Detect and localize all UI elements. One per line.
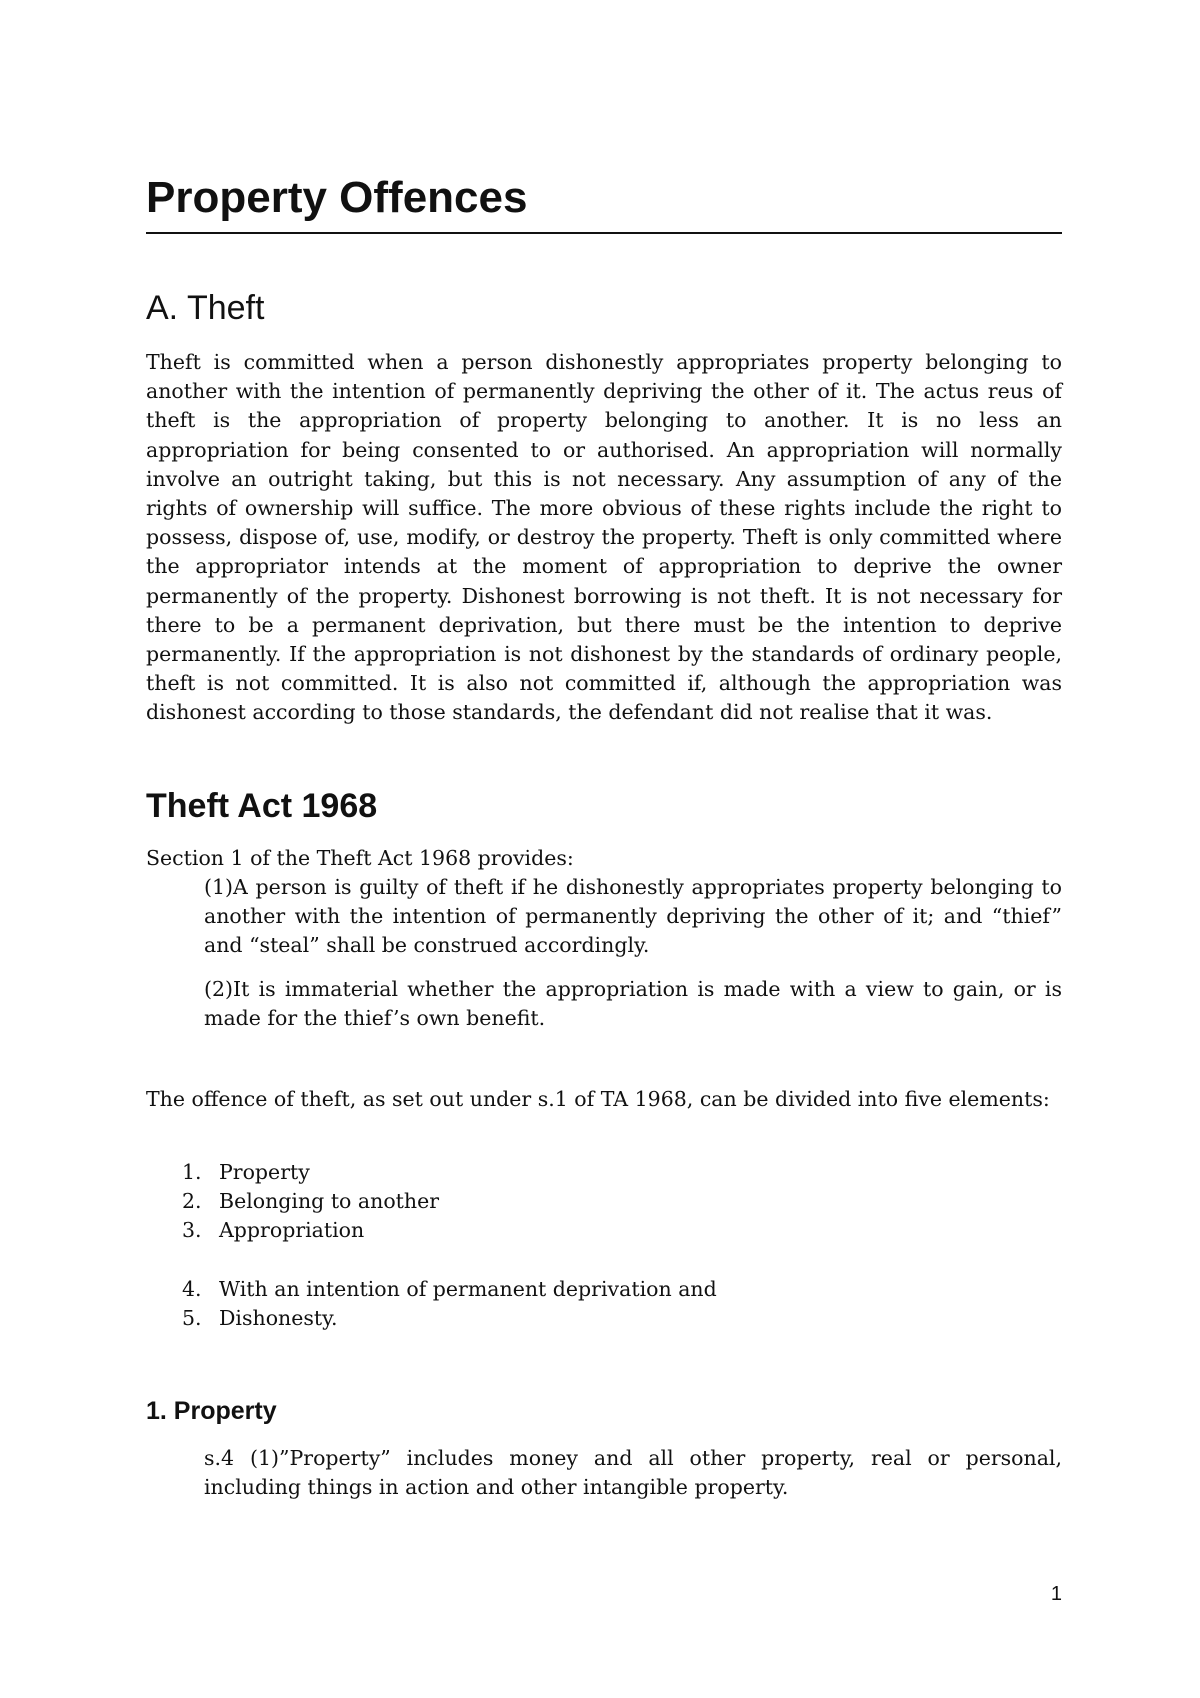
subsection-2-text: (2)It is immaterial whether the appropriation is made with a view to gain, or is made for the thief’s own benefit. bbox=[204, 977, 1062, 1031]
theft-elements-list bbox=[146, 1158, 717, 1333]
list-item bbox=[146, 1216, 717, 1245]
theft-definition-paragraph: Theft is committed when a person dishonestly appropriates property belonging to another with the intention of permanently depriving the other of it. The actus reus of theft is the appropriation of property belonging to another. It is no less an appropriation for being consented to or authorised. An appropriation will normally involve an outright taking, but this is not necessary. Any assumption of any of the rights of ownership will suffice. The more obvious of these rights include the right to possess, dispose of, use, modify, or destroy the property. Theft is only committed where the appropriator intends at the moment of appropriation to deprive the owner permanently of the property. Dishonest borrowing is not theft. It is not necessary for there to be a permanent deprivation, but there must be the intention to deprive permanently. If the appropriation is not dishonest by the standards of ordinary people, theft is not committed. It is also not committed if, although the appropriation was dishonest according to those standards, the defendant did not realise that it was. bbox=[146, 350, 1062, 725]
section-heading-property: 1. Property bbox=[146, 1397, 277, 1425]
property-definition-text: s.4 (1)”Property” includes money and all other property, real or personal, including things in action and other intangible property. bbox=[204, 1446, 1062, 1500]
list-item-label: Dishonesty. bbox=[219, 1305, 338, 1330]
list-item-number: 5. bbox=[182, 1305, 202, 1330]
list-item-label: Belonging to another bbox=[219, 1189, 440, 1214]
list-item-number: 1. bbox=[182, 1160, 202, 1184]
section-heading-theft-act: Theft Act 1968 bbox=[146, 787, 378, 825]
theft-act-intro: Section 1 of the Theft Act 1968 provides: bbox=[146, 846, 574, 870]
subsection-1-text: (1)A person is guilty of theft if he dishonestly appropriates property belonging to another with the intention of permanently depriving the other of it; and “thief” and “steal” shall be construed accordingly. bbox=[204, 875, 1062, 958]
list-item bbox=[146, 1275, 717, 1304]
section-heading-theft: A. Theft bbox=[146, 289, 265, 327]
document-page bbox=[146, 0, 1062, 1698]
list-item bbox=[146, 1304, 717, 1333]
page-title: Property Offences bbox=[146, 173, 528, 222]
list-item-label: Property bbox=[219, 1160, 310, 1184]
list-item-label: With an intention of permanent deprivation and bbox=[219, 1276, 717, 1301]
list-item bbox=[146, 1158, 717, 1187]
list-item bbox=[146, 1187, 717, 1216]
list-item-number: 2. bbox=[182, 1189, 202, 1214]
title-divider bbox=[146, 232, 1062, 234]
list-item-number: 3. bbox=[182, 1218, 202, 1243]
list-item-label: Appropriation bbox=[219, 1218, 365, 1243]
page-number: 1 bbox=[1050, 1583, 1062, 1605]
elements-intro-paragraph: The offence of theft, as set out under s.1 of TA 1968, can be divided into five elements: bbox=[146, 1087, 1050, 1111]
list-item-number: 4. bbox=[182, 1276, 202, 1301]
